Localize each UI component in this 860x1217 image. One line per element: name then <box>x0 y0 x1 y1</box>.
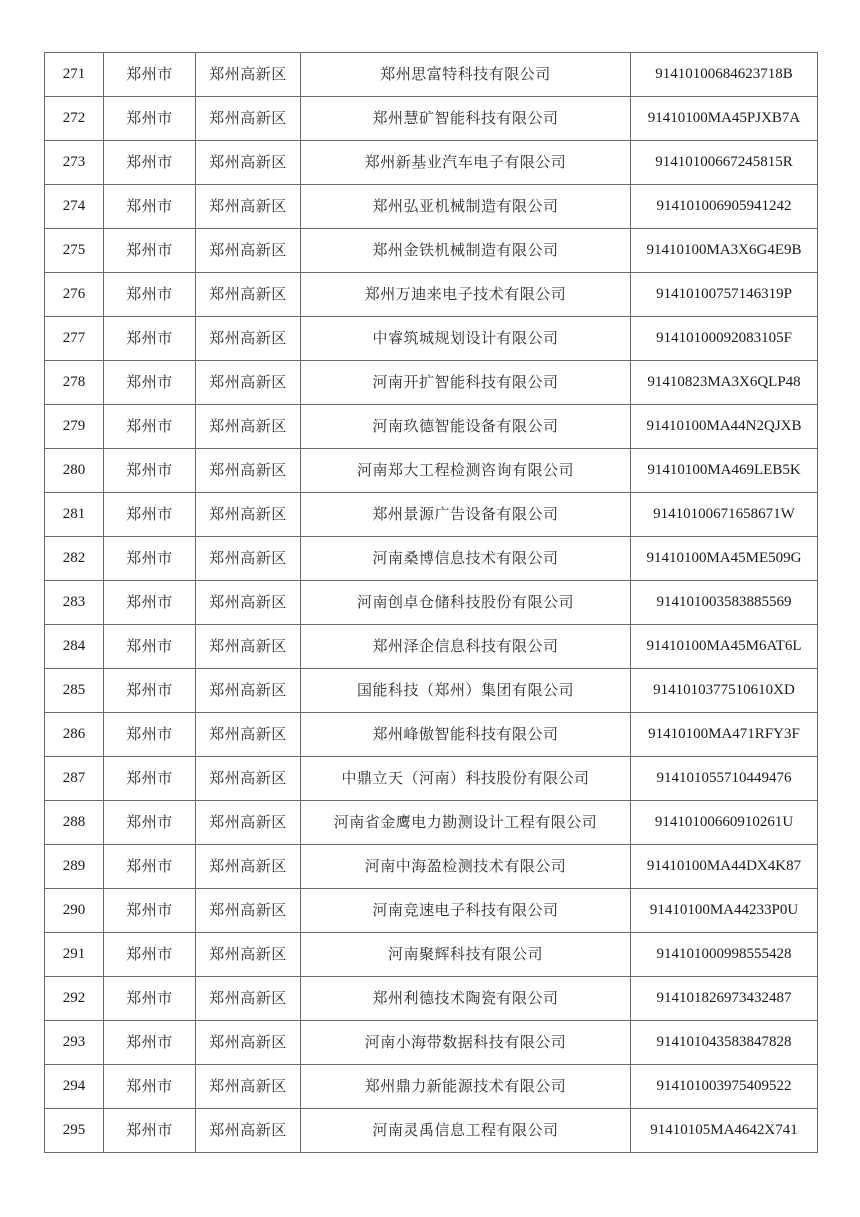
row-number-cell: 286 <box>45 713 104 757</box>
company-name-cell: 河南中海盈检测技术有限公司 <box>301 845 631 889</box>
city-cell: 郑州市 <box>104 1021 196 1065</box>
row-number-cell: 271 <box>45 53 104 97</box>
city-cell: 郑州市 <box>104 1109 196 1153</box>
row-number-cell: 290 <box>45 889 104 933</box>
company-name-cell: 河南开扩智能科技有限公司 <box>301 361 631 405</box>
company-name-cell: 河南省金鹰电力勘测设计工程有限公司 <box>301 801 631 845</box>
district-cell: 郑州高新区 <box>196 185 301 229</box>
table-row <box>45 493 818 537</box>
credit-code-cell: 91410100MA3X6G4E9B <box>631 229 818 273</box>
city-cell: 郑州市 <box>104 273 196 317</box>
city-cell: 郑州市 <box>104 317 196 361</box>
district-cell: 郑州高新区 <box>196 273 301 317</box>
district-cell: 郑州高新区 <box>196 229 301 273</box>
row-number-cell: 294 <box>45 1065 104 1109</box>
company-name-cell: 河南小海带数据科技有限公司 <box>301 1021 631 1065</box>
district-cell: 郑州高新区 <box>196 757 301 801</box>
company-name-cell: 郑州慧矿智能科技有限公司 <box>301 97 631 141</box>
table-row <box>45 889 818 933</box>
district-cell: 郑州高新区 <box>196 669 301 713</box>
table-row <box>45 713 818 757</box>
credit-code-cell: 91410105MA4642X741 <box>631 1109 818 1153</box>
row-number-cell: 275 <box>45 229 104 273</box>
district-cell: 郑州高新区 <box>196 361 301 405</box>
credit-code-cell: 91410100757146319P <box>631 273 818 317</box>
district-cell: 郑州高新区 <box>196 405 301 449</box>
credit-code-cell: 914101006905941242 <box>631 185 818 229</box>
district-cell: 郑州高新区 <box>196 1065 301 1109</box>
credit-code-cell: 91410100MA45PJXB7A <box>631 97 818 141</box>
city-cell: 郑州市 <box>104 801 196 845</box>
table-row <box>45 669 818 713</box>
city-cell: 郑州市 <box>104 845 196 889</box>
credit-code-cell: 91410100MA44N2QJXB <box>631 405 818 449</box>
credit-code-cell: 91410100MA44233P0U <box>631 889 818 933</box>
row-number-cell: 280 <box>45 449 104 493</box>
company-name-cell: 河南郑大工程检测咨询有限公司 <box>301 449 631 493</box>
table-row <box>45 141 818 185</box>
credit-code-cell: 91410100660910261U <box>631 801 818 845</box>
district-cell: 郑州高新区 <box>196 141 301 185</box>
city-cell: 郑州市 <box>104 449 196 493</box>
company-name-cell: 郑州新基业汽车电子有限公司 <box>301 141 631 185</box>
credit-code-cell: 91410100671658671W <box>631 493 818 537</box>
district-cell: 郑州高新区 <box>196 449 301 493</box>
table-row <box>45 273 818 317</box>
company-name-cell: 郑州弘亚机械制造有限公司 <box>301 185 631 229</box>
credit-code-cell: 9141010377510610XD <box>631 669 818 713</box>
company-name-cell: 郑州鼎力新能源技术有限公司 <box>301 1065 631 1109</box>
city-cell: 郑州市 <box>104 97 196 141</box>
credit-code-cell: 914101043583847828 <box>631 1021 818 1065</box>
district-cell: 郑州高新区 <box>196 977 301 1021</box>
city-cell: 郑州市 <box>104 537 196 581</box>
district-cell: 郑州高新区 <box>196 933 301 977</box>
enterprise-registry-table <box>44 52 818 1153</box>
company-name-cell: 河南玖德智能设备有限公司 <box>301 405 631 449</box>
row-number-cell: 287 <box>45 757 104 801</box>
company-name-cell: 国能科技（郑州）集团有限公司 <box>301 669 631 713</box>
district-cell: 郑州高新区 <box>196 889 301 933</box>
credit-code-cell: 91410100MA45ME509G <box>631 537 818 581</box>
city-cell: 郑州市 <box>104 933 196 977</box>
city-cell: 郑州市 <box>104 977 196 1021</box>
credit-code-cell: 914101826973432487 <box>631 977 818 1021</box>
row-number-cell: 277 <box>45 317 104 361</box>
district-cell: 郑州高新区 <box>196 493 301 537</box>
table-row <box>45 801 818 845</box>
row-number-cell: 288 <box>45 801 104 845</box>
district-cell: 郑州高新区 <box>196 317 301 361</box>
table-row <box>45 1021 818 1065</box>
table-row <box>45 229 818 273</box>
city-cell: 郑州市 <box>104 361 196 405</box>
district-cell: 郑州高新区 <box>196 537 301 581</box>
table-row <box>45 53 818 97</box>
table-row <box>45 185 818 229</box>
company-name-cell: 郑州峰傲智能科技有限公司 <box>301 713 631 757</box>
city-cell: 郑州市 <box>104 669 196 713</box>
company-name-cell: 郑州利德技术陶瓷有限公司 <box>301 977 631 1021</box>
company-name-cell: 河南创卓仓储科技股份有限公司 <box>301 581 631 625</box>
table-row <box>45 977 818 1021</box>
row-number-cell: 281 <box>45 493 104 537</box>
row-number-cell: 276 <box>45 273 104 317</box>
city-cell: 郑州市 <box>104 1065 196 1109</box>
table-row <box>45 625 818 669</box>
table-row <box>45 581 818 625</box>
credit-code-cell: 91410100MA44DX4K87 <box>631 845 818 889</box>
table-row <box>45 757 818 801</box>
credit-code-cell: 91410100MA45M6AT6L <box>631 625 818 669</box>
district-cell: 郑州高新区 <box>196 1021 301 1065</box>
credit-code-cell: 91410100667245815R <box>631 141 818 185</box>
credit-code-cell: 91410823MA3X6QLP48 <box>631 361 818 405</box>
table-row <box>45 361 818 405</box>
credit-code-cell: 914101003975409522 <box>631 1065 818 1109</box>
company-name-cell: 中睿筑城规划设计有限公司 <box>301 317 631 361</box>
company-name-cell: 河南灵禹信息工程有限公司 <box>301 1109 631 1153</box>
district-cell: 郑州高新区 <box>196 581 301 625</box>
district-cell: 郑州高新区 <box>196 625 301 669</box>
table-row <box>45 845 818 889</box>
row-number-cell: 278 <box>45 361 104 405</box>
company-name-cell: 郑州泽企信息科技有限公司 <box>301 625 631 669</box>
row-number-cell: 283 <box>45 581 104 625</box>
company-name-cell: 郑州金铁机械制造有限公司 <box>301 229 631 273</box>
row-number-cell: 291 <box>45 933 104 977</box>
district-cell: 郑州高新区 <box>196 845 301 889</box>
company-name-cell: 河南聚辉科技有限公司 <box>301 933 631 977</box>
row-number-cell: 273 <box>45 141 104 185</box>
row-number-cell: 289 <box>45 845 104 889</box>
row-number-cell: 274 <box>45 185 104 229</box>
city-cell: 郑州市 <box>104 757 196 801</box>
company-name-cell: 郑州景源广告设备有限公司 <box>301 493 631 537</box>
city-cell: 郑州市 <box>104 141 196 185</box>
credit-code-cell: 91410100MA471RFY3F <box>631 713 818 757</box>
row-number-cell: 282 <box>45 537 104 581</box>
table-row <box>45 317 818 361</box>
row-number-cell: 272 <box>45 97 104 141</box>
row-number-cell: 293 <box>45 1021 104 1065</box>
company-name-cell: 河南竞速电子科技有限公司 <box>301 889 631 933</box>
table-row <box>45 537 818 581</box>
city-cell: 郑州市 <box>104 625 196 669</box>
city-cell: 郑州市 <box>104 185 196 229</box>
row-number-cell: 284 <box>45 625 104 669</box>
row-number-cell: 292 <box>45 977 104 1021</box>
district-cell: 郑州高新区 <box>196 801 301 845</box>
table-row <box>45 933 818 977</box>
table-row <box>45 1065 818 1109</box>
city-cell: 郑州市 <box>104 889 196 933</box>
company-name-cell: 河南桑博信息技术有限公司 <box>301 537 631 581</box>
city-cell: 郑州市 <box>104 405 196 449</box>
district-cell: 郑州高新区 <box>196 97 301 141</box>
credit-code-cell: 91410100MA469LEB5K <box>631 449 818 493</box>
city-cell: 郑州市 <box>104 493 196 537</box>
city-cell: 郑州市 <box>104 581 196 625</box>
credit-code-cell: 914101055710449476 <box>631 757 818 801</box>
company-name-cell: 中鼎立天（河南）科技股份有限公司 <box>301 757 631 801</box>
credit-code-cell: 914101003583885569 <box>631 581 818 625</box>
table-row <box>45 405 818 449</box>
credit-code-cell: 91410100092083105F <box>631 317 818 361</box>
table-row <box>45 97 818 141</box>
city-cell: 郑州市 <box>104 229 196 273</box>
district-cell: 郑州高新区 <box>196 53 301 97</box>
row-number-cell: 295 <box>45 1109 104 1153</box>
district-cell: 郑州高新区 <box>196 1109 301 1153</box>
table-body <box>45 53 818 1153</box>
district-cell: 郑州高新区 <box>196 713 301 757</box>
city-cell: 郑州市 <box>104 53 196 97</box>
row-number-cell: 279 <box>45 405 104 449</box>
city-cell: 郑州市 <box>104 713 196 757</box>
row-number-cell: 285 <box>45 669 104 713</box>
credit-code-cell: 914101000998555428 <box>631 933 818 977</box>
table-row <box>45 449 818 493</box>
credit-code-cell: 91410100684623718B <box>631 53 818 97</box>
company-name-cell: 郑州万迪来电子技术有限公司 <box>301 273 631 317</box>
table-row <box>45 1109 818 1153</box>
company-name-cell: 郑州思富特科技有限公司 <box>301 53 631 97</box>
